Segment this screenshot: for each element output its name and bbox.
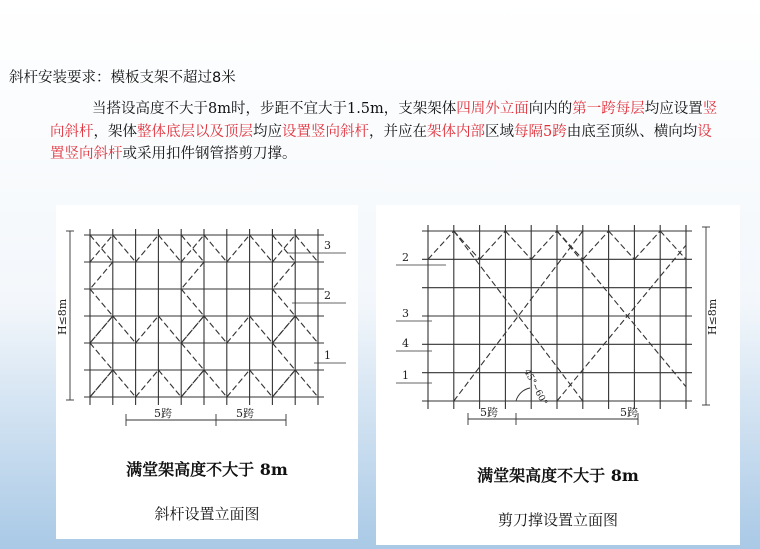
diagonal-brace bbox=[90, 343, 113, 370]
caption-title: 满堂架高度不大于 8m bbox=[126, 460, 288, 479]
caption-subtitle: 斜杆设置立面图 bbox=[154, 505, 260, 523]
body-text: ，架体 bbox=[93, 123, 137, 140]
diagonal-brace bbox=[113, 235, 136, 262]
scissor-brace-elevation-drawing bbox=[376, 205, 740, 545]
diagonal-brace bbox=[227, 370, 250, 397]
caption-title: 满堂架高度不大于 8m bbox=[477, 466, 639, 485]
diagonal-brace bbox=[660, 231, 686, 259]
highlight-text: 架体内部 bbox=[427, 123, 485, 140]
span-label-2: 5跨 bbox=[236, 407, 254, 420]
diagonal-brace bbox=[634, 231, 660, 259]
body-text: 区域 bbox=[485, 123, 514, 140]
diagonal-brace bbox=[204, 235, 227, 262]
diagonal-brace bbox=[480, 231, 506, 259]
callout-2: 2 bbox=[324, 289, 331, 302]
diagonal-brace bbox=[272, 370, 295, 397]
diagonal-brace bbox=[204, 370, 227, 397]
height-label: H≤8m bbox=[706, 298, 719, 335]
span-label-1: 5跨 bbox=[480, 406, 498, 419]
diagonal-brace bbox=[295, 370, 318, 397]
diagonal-brace bbox=[158, 235, 181, 262]
highlight-text: 每隔5跨 bbox=[514, 123, 567, 140]
diagonal-brace bbox=[136, 316, 159, 343]
highlight-text: 竖向斜杆 bbox=[50, 101, 718, 140]
requirement-paragraph bbox=[50, 98, 720, 166]
diagonal-brace bbox=[227, 316, 250, 343]
body-text: 均应 bbox=[253, 123, 282, 140]
diagonal-brace bbox=[272, 262, 295, 289]
body-text: 均应设置 bbox=[644, 101, 703, 117]
diagonal-brace bbox=[158, 370, 181, 397]
callout-3: 3 bbox=[402, 307, 409, 320]
body-text: 当搭设高度不大于8m时，步距不宜大于1.5m，支架架体 bbox=[92, 101, 457, 117]
diagonal-brace bbox=[295, 316, 318, 343]
callout-4: 4 bbox=[402, 337, 409, 350]
highlight-text: 第一跨每层 bbox=[572, 101, 645, 117]
diagonal-brace bbox=[505, 231, 531, 259]
heading: 斜杆安装要求：模板支架不超过8米 bbox=[9, 70, 236, 86]
callout-2: 2 bbox=[402, 251, 409, 264]
span-label-2: 5跨 bbox=[620, 406, 638, 419]
figure-diagonal-brace bbox=[56, 205, 358, 539]
diagonal-brace bbox=[90, 316, 113, 343]
callout-3: 3 bbox=[324, 239, 331, 252]
diagonal-brace bbox=[90, 370, 113, 397]
body-text: 或采用扣件钢管搭剪刀撑。 bbox=[122, 146, 297, 162]
highlight-text: 设置竖向斜杆 bbox=[50, 123, 712, 162]
callout-1: 1 bbox=[324, 349, 331, 362]
highlight-text: 设置竖向斜杆 bbox=[282, 123, 369, 140]
diagonal-brace bbox=[136, 235, 159, 262]
diagonal-brace bbox=[181, 316, 204, 343]
body-text: 由底至顶纵、横向均 bbox=[566, 123, 698, 140]
diagonal-brace bbox=[531, 231, 557, 259]
diagonal-brace bbox=[454, 231, 480, 259]
diagonal-brace bbox=[227, 235, 250, 262]
diagonal-brace bbox=[113, 316, 136, 343]
diagonal-brace bbox=[90, 262, 113, 289]
scissor-brace bbox=[557, 245, 686, 401]
body-text: 向内的 bbox=[528, 101, 573, 117]
diagonal-brace bbox=[272, 316, 295, 343]
diagonal-brace bbox=[181, 343, 204, 370]
diagonal-brace bbox=[272, 343, 295, 370]
diagonal-brace-elevation-drawing bbox=[56, 205, 358, 539]
diagonal-brace bbox=[295, 235, 318, 262]
diagonal-brace bbox=[609, 231, 635, 259]
diagonal-brace bbox=[181, 262, 204, 289]
angle-label: 45°~60° bbox=[521, 367, 549, 408]
diagonal-brace bbox=[90, 289, 113, 316]
diagonal-brace bbox=[250, 316, 273, 343]
diagonal-brace bbox=[250, 370, 273, 397]
highlight-text: 整体底层以及顶层 bbox=[137, 123, 253, 140]
diagonal-brace bbox=[583, 231, 609, 259]
body-text: ，并应在 bbox=[369, 123, 427, 140]
diagonal-brace bbox=[113, 370, 136, 397]
diagonal-brace bbox=[428, 231, 454, 259]
callout-1: 1 bbox=[402, 369, 409, 382]
diagonal-brace bbox=[158, 316, 181, 343]
diagonal-brace bbox=[250, 235, 273, 262]
scissor-brace bbox=[557, 231, 686, 387]
diagonal-brace bbox=[136, 370, 159, 397]
diagonal-brace bbox=[204, 316, 227, 343]
diagonal-brace bbox=[181, 370, 204, 397]
caption-subtitle: 剪刀撑设置立面图 bbox=[497, 511, 618, 529]
highlight-text: 四周外立面 bbox=[456, 101, 529, 117]
figure-scissor-brace bbox=[376, 205, 740, 545]
span-label-1: 5跨 bbox=[154, 407, 172, 420]
diagonal-brace bbox=[181, 289, 204, 316]
height-label: H≤8m bbox=[56, 298, 69, 335]
diagonal-brace bbox=[272, 289, 295, 316]
